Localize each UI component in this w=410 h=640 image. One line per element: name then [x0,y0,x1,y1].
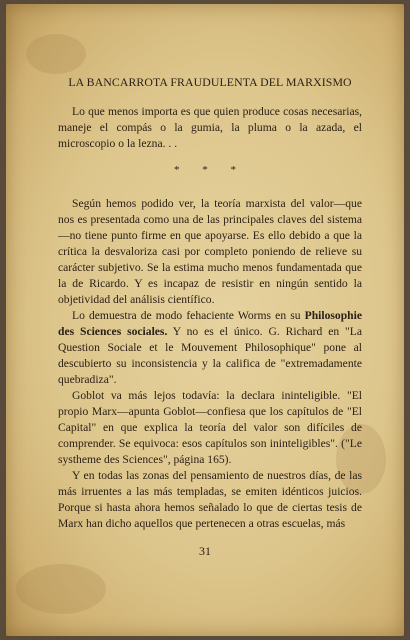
page-text [58,66,362,532]
paragraph-1: Según hemos podido ver, la teoría marxista del valor—que nos es presentada como una de las principales claves del sistema—no tiene punto firme en que apoyarse. Es ello debido a que la crítica la desvaloriza casi por completo poniendo de relieve su carácter subjetivo. Se la estima mucho menos fundamentada que la de Ricardo. Y es incapaz de resistir en ningún sentido la objetividad del análisis científico. [58,197,362,306]
section-separator: * * * [174,164,246,176]
paragraph-3: Goblot va más lejos todavía: la declara ininteligible. "El propio Marx—apunta Goblot—confiesa que los capítulos de "El Capital" en que explica la teoría del valor son difíciles de comprender. Se equivoca: esos capítulos son ininteligibles". ("Le systheme des Sciences", página 165). [58,389,362,466]
chapter-title: LA BANCARROTA FRAUDULENTA DEL MARXISMO [68,75,352,89]
epigraph: Lo que menos importa es que quien produce cosas necesarias, maneje el compás o la gumia, la pluma o la azada, el microscopio o la lezna. . . [58,105,362,150]
paper-stain [16,564,106,614]
book-title-bold: Philosophie des Sciences sociales. [58,309,362,338]
book-page [6,4,404,636]
paragraph-2-text-end: Y no es el único. G. Richard en "La Question Sociale et le Mouvement Philosophique" pone al descubierto su inconsistencia y la califica de "extremadamente quebradiza". [58,325,362,386]
paragraph-2-text-start: Lo demuestra de modo fehaciente Worms en su [72,309,305,322]
paragraph-2 [58,308,362,388]
page-number: 31 [199,544,211,558]
paragraph-4: Y en todas las zonas del pensamiento de nuestros días, de las más irruentes a las más templadas, se emiten idénticos juicios. Porque si hasta ahora hemos señalado lo que de ciertas tesis de Marx han dicho aquellos que pertenecen a otras escuelas, más [58,469,362,530]
